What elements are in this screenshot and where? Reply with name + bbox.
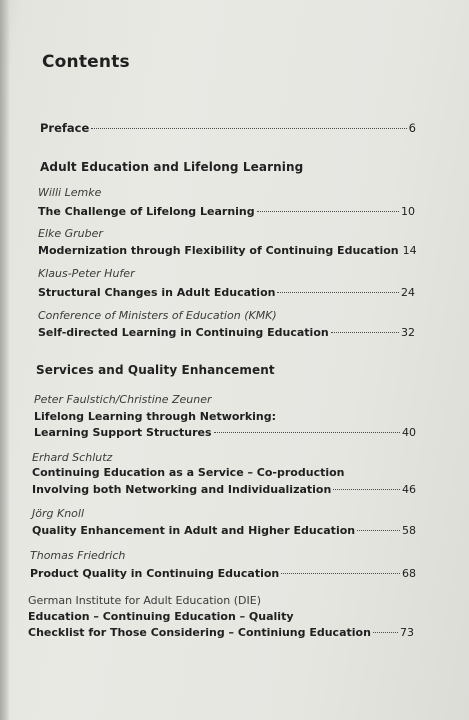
entry-page: 40 — [402, 426, 416, 439]
entry-author: Elke Gruber — [38, 227, 103, 240]
entry-page: 10 — [401, 205, 415, 218]
entry-page: 58 — [402, 524, 416, 537]
toc-entry — [34, 426, 416, 441]
entry-author: German Institute for Adult Education (DIE) — [28, 594, 262, 607]
entry-page: 6 — [408, 121, 416, 135]
entry-title: Structural Changes in Adult Education — [38, 286, 276, 299]
entry-title: Product Quality in Continuing Education — [30, 567, 280, 580]
entry-title-line: Lifelong Learning through Networking: — [34, 410, 277, 423]
contents-heading: Contents — [42, 52, 130, 72]
toc-entry — [38, 326, 415, 341]
entry-page: 73 — [400, 626, 414, 639]
dot-leader — [277, 292, 399, 293]
entry-title: Learning Support Structures — [34, 426, 212, 439]
dot-leader — [91, 128, 406, 129]
entry-author: Klaus-Peter Hufer — [38, 267, 135, 280]
entry-page: 14 — [402, 244, 417, 257]
toc-entry-preface — [40, 121, 416, 136]
entry-author: Thomas Friedrich — [30, 549, 126, 562]
entry-page: 46 — [402, 483, 416, 496]
entry-author: Peter Faulstich/Christine Zeuner — [34, 393, 212, 406]
section-heading: Services and Quality Enhancement — [36, 363, 275, 377]
entry-title-line: Continuing Education as a Service – Co-production — [32, 466, 345, 479]
entry-author: Willi Lemke — [38, 186, 102, 199]
dot-leader — [331, 332, 399, 333]
dot-leader — [333, 489, 400, 490]
entry-title: Checklist for Those Considering – Continiung Education — [28, 626, 371, 639]
entry-title: Quality Enhancement in Adult and Higher Education — [32, 524, 356, 537]
section-heading: Adult Education and Lifelong Learning — [40, 160, 304, 174]
toc-entry — [32, 524, 416, 539]
dot-leader — [214, 432, 400, 433]
toc-entry — [38, 286, 415, 301]
entry-page: 24 — [401, 286, 415, 299]
entry-title: Preface — [40, 121, 90, 135]
dot-leader — [373, 632, 398, 633]
dot-leader — [257, 211, 399, 212]
entry-title-line: Education – Continuing Education – Quality — [28, 610, 294, 623]
toc-entry — [38, 244, 415, 259]
dot-leader — [281, 573, 400, 574]
entry-title: Modernization through Flexibility of Continuing Education — [38, 244, 399, 257]
toc-entry — [38, 205, 415, 220]
entry-title: Involving both Networking and Individualization — [32, 483, 332, 496]
toc-entry — [30, 567, 416, 582]
entry-author: Jörg Knoll — [32, 507, 85, 520]
entry-title: The Challenge of Lifelong Learning — [38, 205, 255, 218]
toc-entry — [32, 483, 416, 498]
entry-author: Conference of Ministers of Education (KMK) — [38, 309, 277, 322]
page-binding-shadow — [0, 0, 10, 720]
toc-entry — [28, 626, 414, 641]
entry-author: Erhard Schlutz — [32, 451, 113, 464]
entry-page: 32 — [401, 326, 415, 339]
entry-page: 68 — [402, 567, 416, 580]
entry-title: Self-directed Learning in Continuing Education — [38, 326, 329, 339]
dot-leader — [357, 530, 400, 531]
